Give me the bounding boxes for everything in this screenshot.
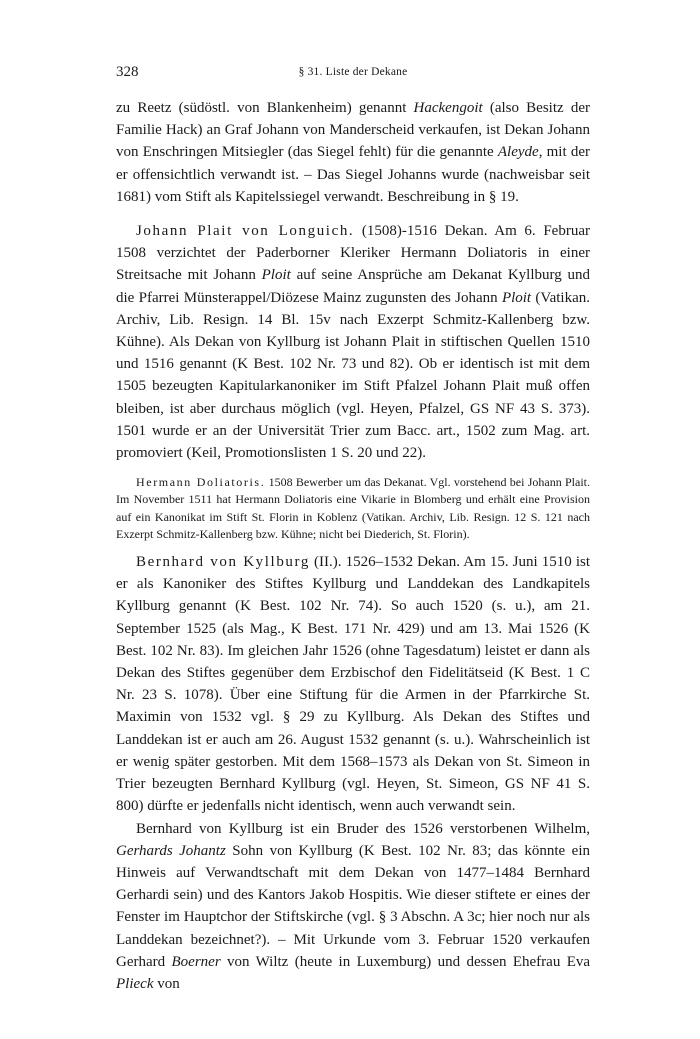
text-run: zu Reetz (südöstl. von Blankenheim) genannt xyxy=(116,100,414,116)
italic-text: Ploit xyxy=(501,289,532,306)
entry-name: Bernhard von Kyllburg xyxy=(136,554,310,571)
running-head: § 31. Liste der Dekane xyxy=(298,66,408,78)
text-run: auf seine Ansprüche am Dekanat Kyllburg und die Pfarrei Münsterappel/Diözese Mainz zugunsten des Johann xyxy=(116,267,590,306)
paragraph-continuation xyxy=(116,97,590,208)
italic-text: Ploit xyxy=(261,267,291,284)
italic-text: Hackengoit xyxy=(413,100,483,116)
text-run: (II.). 1526–1532 Dekan. Am 15. Juni 1510 ist er als Kanoniker des Stiftes Kyllburg und Landdekan des Landkapitels Kyllburg genannt (K Best. 102 Nr. 74). So auch 1520 (s. u.), am 21. September 1525 (als Mag., K Best. 171 Nr. 429) und am 13. Mai 1526 (K Best. 102 Nr. 83). Im gleichen Jahr 1526 (ohne Tagesdatum) leistet er dann als Dekan des Stiftes gegenüber dem Erzbischof den Fidelitätseid (K Best. 1 C Nr. 23 S. 1078). Über eine Stiftung für die Armen in der Pfarrkirche St. Maximin von 1532 vgl. § 29 zu Kyllburg. Als Dekan des Stiftes und Landdekan ist er auch am 26. August 1532 genannt (s. u.). Wahrscheinlich ist er wenig später gestorben. Mit dem 1568–1573 als Dekan von St. Simeon in Trier bezeugten Bernhard Kyllburg (vgl. Heyen, St. Simeon, GS NF 41 S. 800) dürfte er jedenfalls nicht identisch, wenn auch verwandt sein. xyxy=(116,554,590,815)
italic-text: Boerner xyxy=(171,953,221,970)
text-run: , mit der er offensichtlich verwandt ist. – Das Siegel Johanns wurde (nachweisbar seit 1681) vom Stift als Kapitelssiegel verwandt. Beschreibung in § 19. xyxy=(116,144,590,205)
text-run: Sohn von Kyllburg (K Best. 102 Nr. 83; das könnte ein Hinweis auf Verwandtschaft mit dem Dekan von 1477–1484 Bernhard Gerhardi sein) und des Kantors Jakob Hospitis. Wie dieser stiftete er eines der Fenster im Hauptchor der Stiftskirche (vgl. § 3 Abschn. A 3c; hier noch nur als Landdekan bezeichnet?). – Mit Urkunde vom 3. Februar 1520 verkaufen Gerhard xyxy=(116,842,590,970)
page-body xyxy=(116,97,590,995)
text-run: (1508)-1516 Dekan. Am 6. Februar 1508 verzichtet der Paderborner Kleriker Hermann Doliatoris in einer Streitsache mit Johann xyxy=(116,223,590,284)
text-run: von Wiltz (heute in Luxemburg) und dessen Ehefrau Eva xyxy=(220,953,591,970)
italic-text: Plieck xyxy=(116,975,154,992)
entry-johann-plait xyxy=(116,220,590,464)
entry-name: Johann Plait von Longuich. xyxy=(136,223,355,240)
paragraph-bernhard-family xyxy=(116,818,590,996)
entry-bernhard-von-kyllburg xyxy=(116,551,590,817)
page-header xyxy=(116,64,590,84)
text-run: (also Besitz der Familie Hack) an Graf Johann von Manderscheid verkaufen, ist Dekan Johann von Enschringen Mitsiegler (das Siegel fehlt) für die genannte xyxy=(116,100,590,161)
text-run: 1508 Bewerber um das Dekanat. Vgl. vorstehend bei Johann Plait. Im November 1511 hat Hermann Doliatoris eine Vikarie in Blomberg und erhält eine Provision auf ein Kanonikat im Stift St. Florin in Koblenz (Vatikan. Archiv, Lib. Resign. 12 S. 121 nach Exzerpt Schmitz-Kallenberg bzw. Kühne; nicht bei Diederich, St. Florin). xyxy=(116,475,590,541)
text-run: (Vatikan. Archiv, Lib. Resign. 14 Bl. 15v nach Exzerpt Schmitz-Kallenberg bzw. Kühne). Als Dekan von Kyllburg ist Johann Plait in stiftischen Quellen 1510 und 1516 genannt (K Best. 102 Nr. 73 und 82). Ob er identisch ist mit dem 1505 bezeugten Kapitularkanoniker im Stift Pfalzel Johann Plait muß offen bleiben, ist aber durchaus möglich (vgl. Heyen, Pfalzel, GS NF 43 S. 373). 1501 wurde er an der Universität Trier zum Bacc. art., 1502 zum Mag. art. promoviert (Keil, Promotionslisten 1 S. 20 und 22). xyxy=(116,289,590,462)
italic-text: Gerhards Johantz xyxy=(116,842,226,859)
text-run: von xyxy=(153,975,180,992)
page-number: 328 xyxy=(116,64,139,80)
entry-name: Hermann Doliatoris. xyxy=(136,475,266,490)
entry-hermann-doliatoris xyxy=(116,474,590,543)
italic-text: Aleyde xyxy=(497,144,539,161)
text-run: Bernhard von Kyllburg ist ein Bruder des 1526 verstorbenen Wilhelm, xyxy=(136,820,590,837)
